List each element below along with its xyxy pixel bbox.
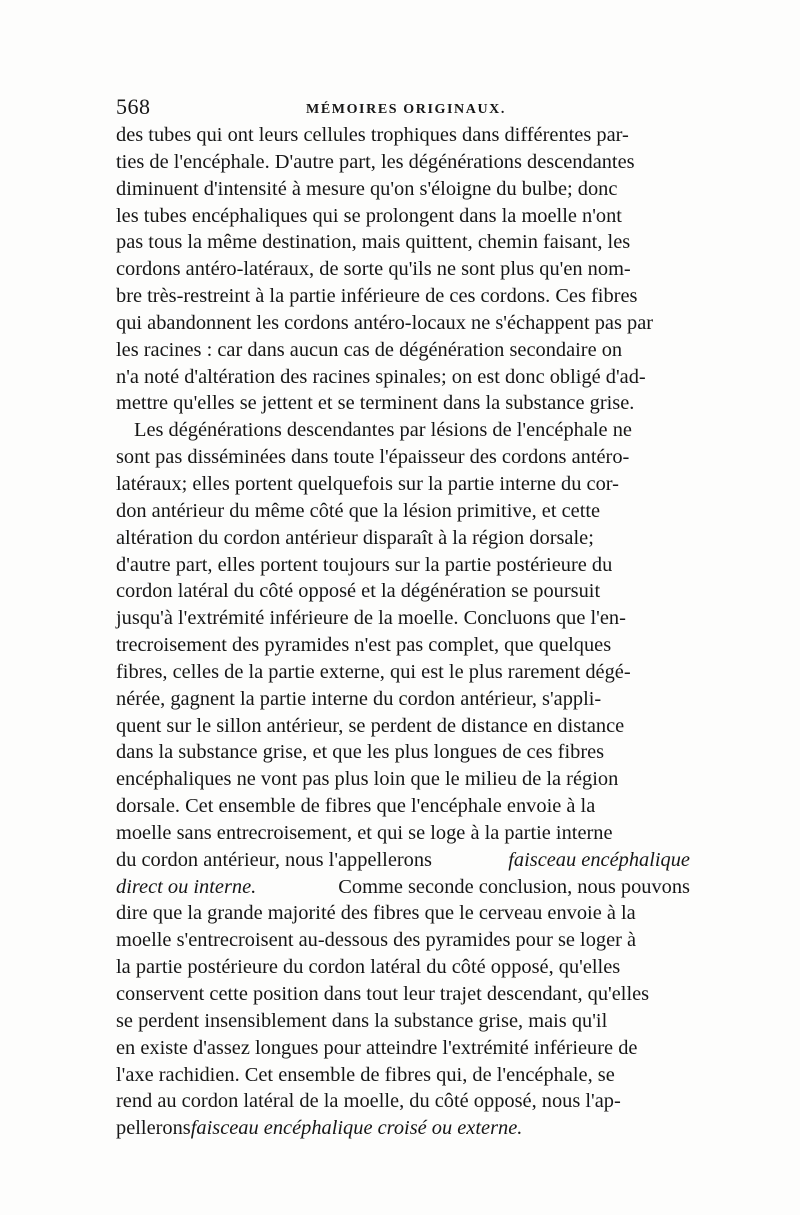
text-line: n'a noté d'altération des racines spinales; on est donc obligé d'ad-: [116, 365, 646, 388]
text-line: don antérieur du même côté que la lésion primitive, et cette: [116, 499, 601, 522]
text-line: conservent cette position dans tout leur trajet descendant, qu'elles: [116, 983, 650, 1005]
italic-term: faisceau encéphalique croisé ou externe.: [190, 1117, 523, 1140]
text-line: en existe d'assez longues pour atteindre l'extrémité inférieure de: [116, 1036, 638, 1059]
text-line: encéphaliques ne vont pas plus loin que le milieu de la région: [116, 768, 619, 791]
text-line: la partie postérieure du cordon latéral du côté opposé, qu'elles: [116, 956, 621, 979]
italic-term: direct ou interne.: [116, 875, 257, 898]
text-line: l'axe rachidien. Cet ensemble de fibres qui, de l'encéphale, se: [116, 1063, 615, 1086]
text-line: qui abandonnent les cordons antéro-locaux ne s'échappent pas par: [116, 311, 654, 334]
text-line: altération du cordon antérieur disparaît à la région dorsale;: [116, 526, 594, 549]
text-line: bre très-restreint à la partie inférieure de ces cordons. Ces fibres: [116, 285, 638, 308]
text-line: trecroisement des pyramides n'est pas complet, que quelques: [116, 634, 612, 657]
text-line: pas tous la même destination, mais quittent, chemin faisant, les: [116, 231, 631, 254]
text-line: direct ou interne. Comme seconde conclusion, nous pouvons: [116, 874, 690, 901]
page-number: 568: [116, 94, 151, 119]
text-line: jusqu'à l'extrémité inférieure de la moelle. Concluons que l'en-: [116, 607, 626, 630]
text-line: des tubes qui ont leurs cellules trophiques dans différentes par-: [116, 124, 629, 146]
paragraph-start-line: Les dégénérations descendantes par lésions de l'encéphale ne: [134, 419, 632, 442]
text-line: du cordon antérieur, nous l'appellerons faisceau encéphalique: [116, 847, 690, 874]
text-line: cordons antéro-latéraux, de sorte qu'ils ne sont plus qu'en nom-: [116, 258, 631, 281]
italic-term: faisceau encéphalique: [508, 848, 690, 871]
text-line: se perdent insensiblement dans la substance grise, mais qu'il: [116, 1009, 608, 1032]
text-line: latéraux; elles portent quelquefois sur la partie interne du cor-: [116, 472, 619, 495]
text-line: dans la substance grise, et que les plus longues de ces fibres: [116, 741, 605, 764]
text-line: rend au cordon latéral de la moelle, du côté opposé, nous l'ap-: [116, 1090, 621, 1113]
text-line: ties de l'encéphale. D'autre part, les dégénérations descendantes: [116, 150, 635, 173]
paragraph-end-line: pellerons faisceau encéphalique croisé ou externe.: [116, 1115, 690, 1142]
text-line: d'autre part, elles portent toujours sur la partie postérieure du: [116, 553, 613, 576]
running-title: MÉMOIRES ORIGINAUX.: [306, 102, 506, 117]
text-line: fibres, celles de la partie externe, qui est le plus rarement dégé-: [116, 660, 631, 683]
body-text: [116, 122, 690, 1142]
page-header: [116, 94, 688, 124]
text-line: sont pas disséminées dans toute l'épaisseur des cordons antéro-: [116, 446, 630, 469]
text-line: moelle sans entrecroisement, et qui se loge à la partie interne: [116, 821, 613, 844]
text-line: les racines : car dans aucun cas de dégénération secondaire on: [116, 338, 623, 361]
text-line: diminuent d'intensité à mesure qu'on s'éloigne du bulbe; donc: [116, 177, 618, 200]
text-line: dorsale. Cet ensemble de fibres que l'encéphale envoie à la: [116, 795, 596, 818]
text-line: cordon latéral du côté opposé et la dégénération se poursuit: [116, 580, 601, 603]
text-line: moelle s'entrecroisent au-dessous des pyramides pour se loger à: [116, 929, 637, 952]
text-line: les tubes encéphaliques qui se prolongent dans la moelle n'ont: [116, 204, 622, 227]
paragraph-end-line: mettre qu'elles se jettent et se terminent dans la substance grise.: [116, 392, 635, 415]
text-line: nérée, gagnent la partie interne du cordon antérieur, s'appli-: [116, 687, 602, 710]
text-line: dire que la grande majorité des fibres que le cerveau envoie à la: [116, 902, 636, 925]
text-line: quent sur le sillon antérieur, se perdent de distance en distance: [116, 714, 625, 737]
